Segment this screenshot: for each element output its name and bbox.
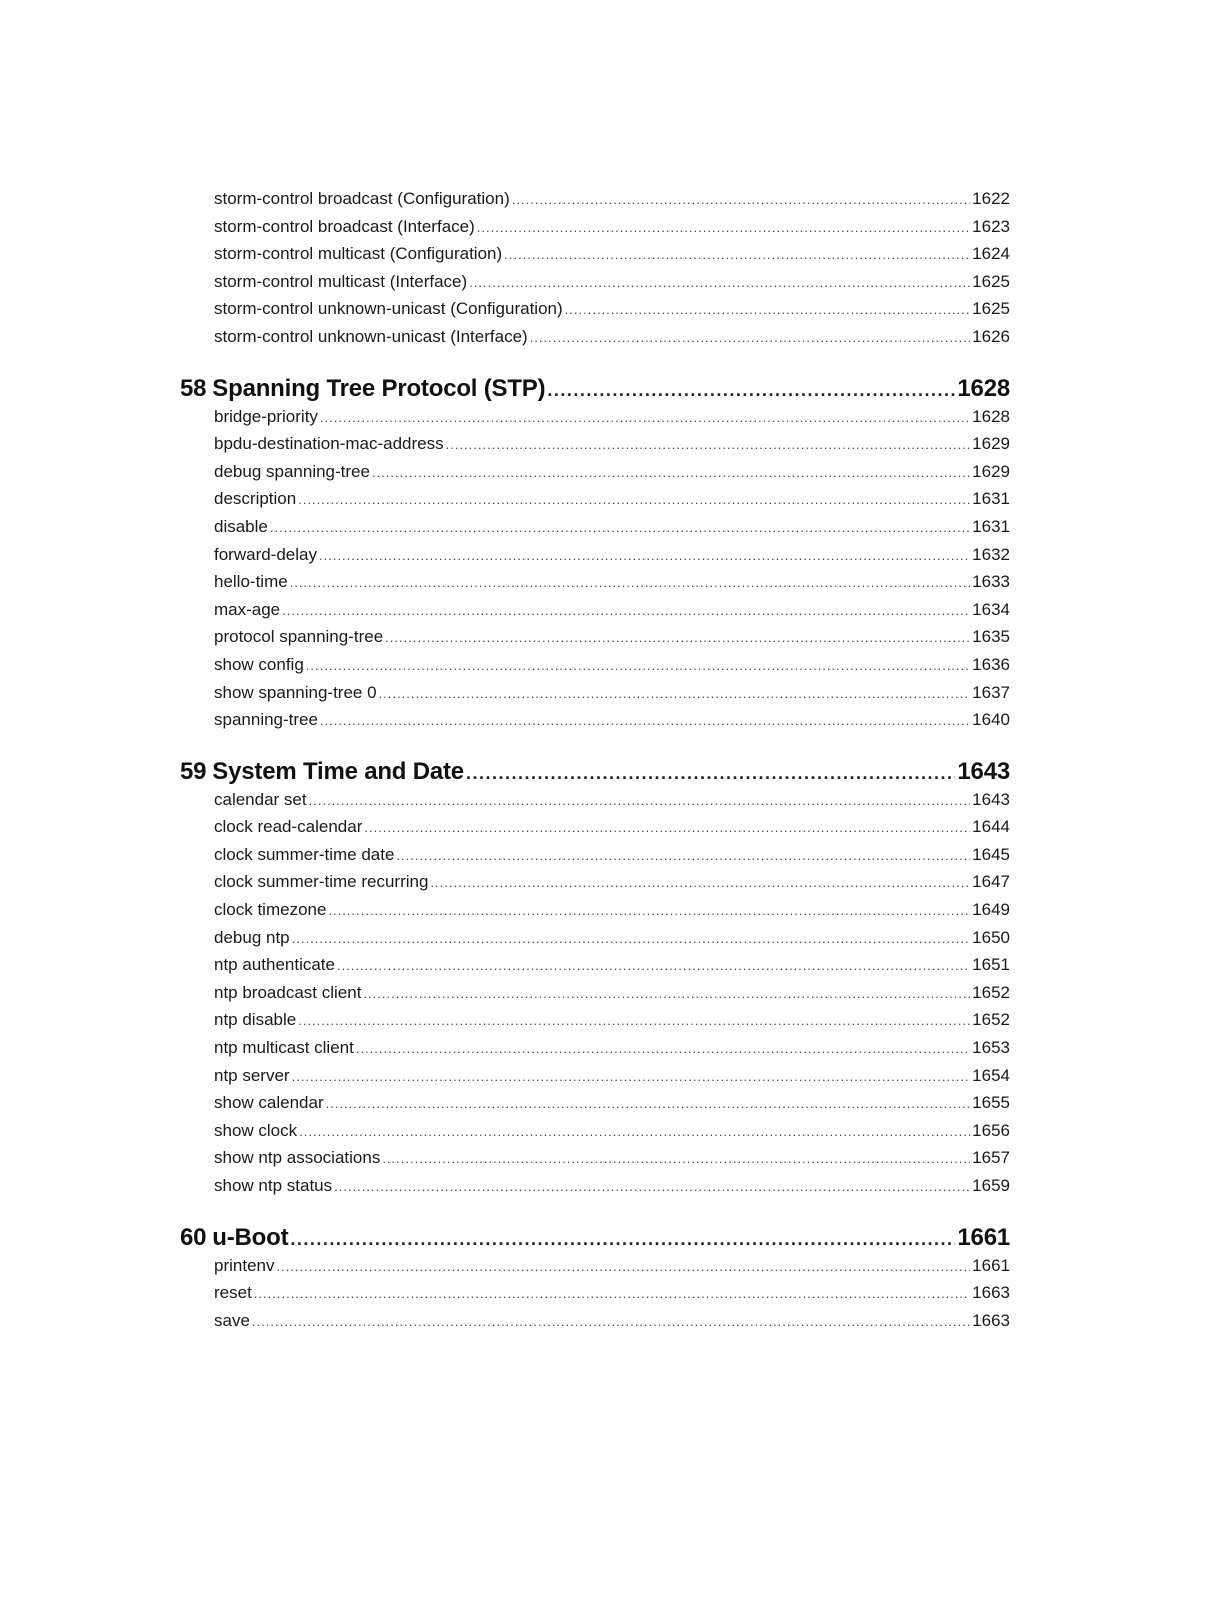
toc-entry-page-number: 1645 bbox=[972, 844, 1010, 864]
toc-entry-label: bridge-priority bbox=[214, 406, 318, 426]
toc-entry-label: storm-control broadcast (Interface) bbox=[214, 216, 475, 236]
toc-entry-label: spanning-tree bbox=[214, 710, 318, 730]
chapter-title: u-Boot bbox=[212, 1223, 289, 1251]
toc-entry-page-number: 1657 bbox=[972, 1148, 1010, 1168]
toc-entry[interactable] bbox=[180, 1089, 1010, 1117]
chapter-heading[interactable] bbox=[180, 375, 1010, 403]
toc-entry-page-number: 1649 bbox=[972, 900, 1010, 920]
dot-leader bbox=[320, 707, 970, 735]
dot-leader bbox=[320, 404, 970, 432]
toc-entry-page-number: 1625 bbox=[972, 271, 1010, 291]
dot-leader bbox=[430, 869, 970, 897]
toc-entry-label: ntp multicast client bbox=[214, 1038, 354, 1058]
toc-entry-label: show spanning-tree 0 bbox=[214, 682, 377, 702]
dot-leader bbox=[309, 787, 971, 815]
toc-entry-label: ntp authenticate bbox=[214, 955, 335, 975]
dot-leader bbox=[252, 1308, 970, 1336]
dot-leader bbox=[547, 380, 955, 401]
toc-entry-page-number: 1632 bbox=[972, 544, 1010, 564]
dot-leader bbox=[328, 897, 970, 925]
toc-entry-page-number: 1651 bbox=[972, 955, 1010, 975]
dot-leader bbox=[298, 1007, 970, 1035]
dot-leader bbox=[270, 514, 970, 542]
dot-leader bbox=[372, 459, 970, 487]
toc-entry-label: show calendar bbox=[214, 1093, 324, 1113]
dot-leader bbox=[379, 680, 971, 708]
toc-entry[interactable] bbox=[180, 185, 1010, 213]
toc-entry[interactable] bbox=[180, 568, 1010, 596]
toc-section bbox=[180, 375, 1010, 734]
toc-entry[interactable] bbox=[180, 1117, 1010, 1145]
toc-entry[interactable] bbox=[180, 1307, 1010, 1335]
toc-entry-label: save bbox=[214, 1310, 250, 1330]
toc-entry-page-number: 1654 bbox=[972, 1065, 1010, 1085]
dot-leader bbox=[276, 1253, 970, 1281]
table-of-contents bbox=[180, 185, 1010, 1334]
toc-section bbox=[180, 1224, 1010, 1335]
toc-entry-label: ntp server bbox=[214, 1065, 290, 1085]
toc-entry[interactable] bbox=[180, 213, 1010, 241]
toc-entry-label: bpdu-destination-mac-address bbox=[214, 434, 444, 454]
dot-leader bbox=[290, 569, 970, 597]
dot-leader bbox=[363, 980, 970, 1008]
dot-leader bbox=[565, 296, 971, 324]
chapter-page-number: 1661 bbox=[957, 1223, 1010, 1251]
toc-entry-label: storm-control unknown-unicast (Interface) bbox=[214, 326, 528, 346]
toc-entry-label: storm-control unknown-unicast (Configuration) bbox=[214, 299, 563, 319]
dot-leader bbox=[326, 1090, 971, 1118]
toc-entry[interactable] bbox=[180, 786, 1010, 814]
toc-entry[interactable] bbox=[180, 1172, 1010, 1200]
toc-entry[interactable] bbox=[180, 924, 1010, 952]
toc-entry-page-number: 1637 bbox=[972, 682, 1010, 702]
toc-entry-page-number: 1640 bbox=[972, 710, 1010, 730]
toc-entry-label: reset bbox=[214, 1283, 252, 1303]
dot-leader bbox=[466, 763, 955, 784]
toc-entry-label: clock read-calendar bbox=[214, 817, 363, 837]
dot-leader bbox=[298, 486, 970, 514]
toc-entry-page-number: 1661 bbox=[972, 1255, 1010, 1275]
dot-leader bbox=[319, 542, 970, 570]
toc-entry-label: printenv bbox=[214, 1255, 275, 1275]
dot-leader bbox=[504, 241, 970, 269]
chapter-heading[interactable] bbox=[180, 758, 1010, 786]
toc-entry[interactable] bbox=[180, 485, 1010, 513]
toc-entry-label: clock timezone bbox=[214, 900, 327, 920]
toc-entry-page-number: 1644 bbox=[972, 817, 1010, 837]
toc-entry[interactable] bbox=[180, 896, 1010, 924]
toc-entry-page-number: 1633 bbox=[972, 572, 1010, 592]
dot-leader bbox=[356, 1035, 970, 1063]
dot-leader bbox=[299, 1118, 970, 1146]
toc-entry-label: show config bbox=[214, 654, 304, 674]
dot-leader bbox=[290, 1229, 955, 1250]
dot-leader bbox=[512, 186, 970, 214]
dot-leader bbox=[337, 952, 970, 980]
toc-entry-label: calendar set bbox=[214, 789, 307, 809]
toc-entry-page-number: 1647 bbox=[972, 872, 1010, 892]
toc-entry[interactable] bbox=[180, 651, 1010, 679]
toc-section bbox=[180, 185, 1010, 351]
toc-entry-label: clock summer-time recurring bbox=[214, 872, 429, 892]
toc-entry[interactable] bbox=[180, 458, 1010, 486]
toc-entry-label: show ntp status bbox=[214, 1176, 333, 1195]
toc-entry[interactable] bbox=[180, 295, 1010, 323]
dot-leader bbox=[396, 842, 970, 870]
toc-entry-label: ntp broadcast client bbox=[214, 982, 362, 1002]
toc-entry-page-number: 1629 bbox=[972, 434, 1010, 454]
toc-entry-label: debug ntp bbox=[214, 927, 290, 947]
toc-entry-page-number: 1634 bbox=[972, 599, 1010, 619]
toc-entry-label: disable bbox=[214, 516, 268, 536]
toc-entry[interactable] bbox=[180, 706, 1010, 734]
chapter-page-number: 1643 bbox=[957, 757, 1010, 785]
toc-entry-page-number: 1622 bbox=[972, 189, 1010, 208]
toc-entry-page-number: 1636 bbox=[972, 654, 1010, 674]
toc-entry-page-number: 1625 bbox=[972, 299, 1010, 319]
chapter-number: 58 bbox=[180, 374, 207, 402]
dot-leader bbox=[292, 1063, 971, 1091]
dot-leader bbox=[385, 624, 970, 652]
dot-leader bbox=[382, 1145, 970, 1173]
toc-entry-page-number: 1623 bbox=[972, 216, 1010, 236]
toc-entry-label: show clock bbox=[214, 1120, 298, 1140]
toc-entry[interactable] bbox=[180, 813, 1010, 841]
toc-entry[interactable] bbox=[180, 323, 1010, 351]
toc-entry-label: storm-control multicast (Configuration) bbox=[214, 244, 503, 264]
dot-leader bbox=[446, 431, 971, 459]
toc-entry-label: show ntp associations bbox=[214, 1148, 381, 1168]
dot-leader bbox=[469, 269, 970, 297]
toc-entry[interactable] bbox=[180, 1006, 1010, 1034]
toc-entry-label: description bbox=[214, 489, 297, 509]
chapter-number: 59 bbox=[180, 757, 207, 785]
toc-entry[interactable] bbox=[180, 1034, 1010, 1062]
toc-entry-label: clock summer-time date bbox=[214, 844, 395, 864]
toc-entry[interactable] bbox=[180, 1062, 1010, 1090]
toc-section bbox=[180, 758, 1010, 1200]
toc-entry-page-number: 1655 bbox=[972, 1093, 1010, 1113]
toc-entry[interactable] bbox=[180, 268, 1010, 296]
chapter-title: Spanning Tree Protocol (STP) bbox=[212, 374, 546, 402]
chapter-heading[interactable] bbox=[180, 1224, 1010, 1252]
toc-entry[interactable] bbox=[180, 1252, 1010, 1280]
toc-entry-page-number: 1631 bbox=[972, 489, 1010, 509]
toc-entry-page-number: 1650 bbox=[972, 927, 1010, 947]
toc-entry-page-number: 1631 bbox=[972, 516, 1010, 536]
toc-entry-page-number: 1656 bbox=[972, 1120, 1010, 1140]
toc-entry[interactable] bbox=[180, 841, 1010, 869]
toc-entry-page-number: 1652 bbox=[972, 1010, 1010, 1030]
toc-entry-label: storm-control multicast (Interface) bbox=[214, 271, 468, 291]
dot-leader bbox=[306, 652, 970, 680]
toc-entry[interactable] bbox=[180, 403, 1010, 431]
toc-entry-page-number: 1635 bbox=[972, 627, 1010, 647]
dot-leader bbox=[530, 324, 970, 352]
toc-entry[interactable] bbox=[180, 951, 1010, 979]
dot-leader bbox=[254, 1280, 970, 1308]
toc-entry-page-number: 1663 bbox=[972, 1283, 1010, 1303]
dot-leader bbox=[334, 1173, 970, 1201]
toc-entry-label: protocol spanning-tree bbox=[214, 627, 384, 647]
dot-leader bbox=[477, 214, 970, 242]
toc-entry[interactable] bbox=[180, 596, 1010, 624]
toc-entry-label: debug spanning-tree bbox=[214, 461, 370, 481]
toc-entry[interactable] bbox=[180, 679, 1010, 707]
chapter-title: System Time and Date bbox=[212, 757, 464, 785]
toc-entry-page-number: 1643 bbox=[972, 789, 1010, 809]
toc-entry-page-number: 1663 bbox=[972, 1310, 1010, 1330]
chapter-number: 60 bbox=[180, 1223, 207, 1251]
toc-entry-page-number: 1659 bbox=[972, 1176, 1010, 1195]
toc-entry-label: storm-control broadcast (Configuration) bbox=[214, 189, 510, 208]
toc-entry[interactable] bbox=[180, 1279, 1010, 1307]
toc-entry-label: max-age bbox=[214, 599, 281, 619]
toc-entry[interactable] bbox=[180, 979, 1010, 1007]
toc-entry-label: hello-time bbox=[214, 572, 288, 592]
toc-entry[interactable] bbox=[180, 430, 1010, 458]
toc-entry[interactable] bbox=[180, 513, 1010, 541]
toc-entry-page-number: 1626 bbox=[972, 326, 1010, 346]
dot-leader bbox=[292, 925, 971, 953]
toc-entry-label: forward-delay bbox=[214, 544, 317, 564]
toc-entry-page-number: 1628 bbox=[972, 406, 1010, 426]
toc-entry[interactable] bbox=[180, 541, 1010, 569]
toc-entry[interactable] bbox=[180, 1144, 1010, 1172]
toc-entry-page-number: 1629 bbox=[972, 461, 1010, 481]
toc-entry-page-number: 1652 bbox=[972, 982, 1010, 1002]
chapter-page-number: 1628 bbox=[957, 374, 1010, 402]
toc-entry-page-number: 1624 bbox=[972, 244, 1010, 264]
toc-entry[interactable] bbox=[180, 868, 1010, 896]
toc-entry[interactable] bbox=[180, 623, 1010, 651]
toc-entry-page-number: 1653 bbox=[972, 1038, 1010, 1058]
toc-entry-label: ntp disable bbox=[214, 1010, 297, 1030]
toc-entry[interactable] bbox=[180, 240, 1010, 268]
dot-leader bbox=[364, 814, 970, 842]
dot-leader bbox=[282, 597, 970, 625]
